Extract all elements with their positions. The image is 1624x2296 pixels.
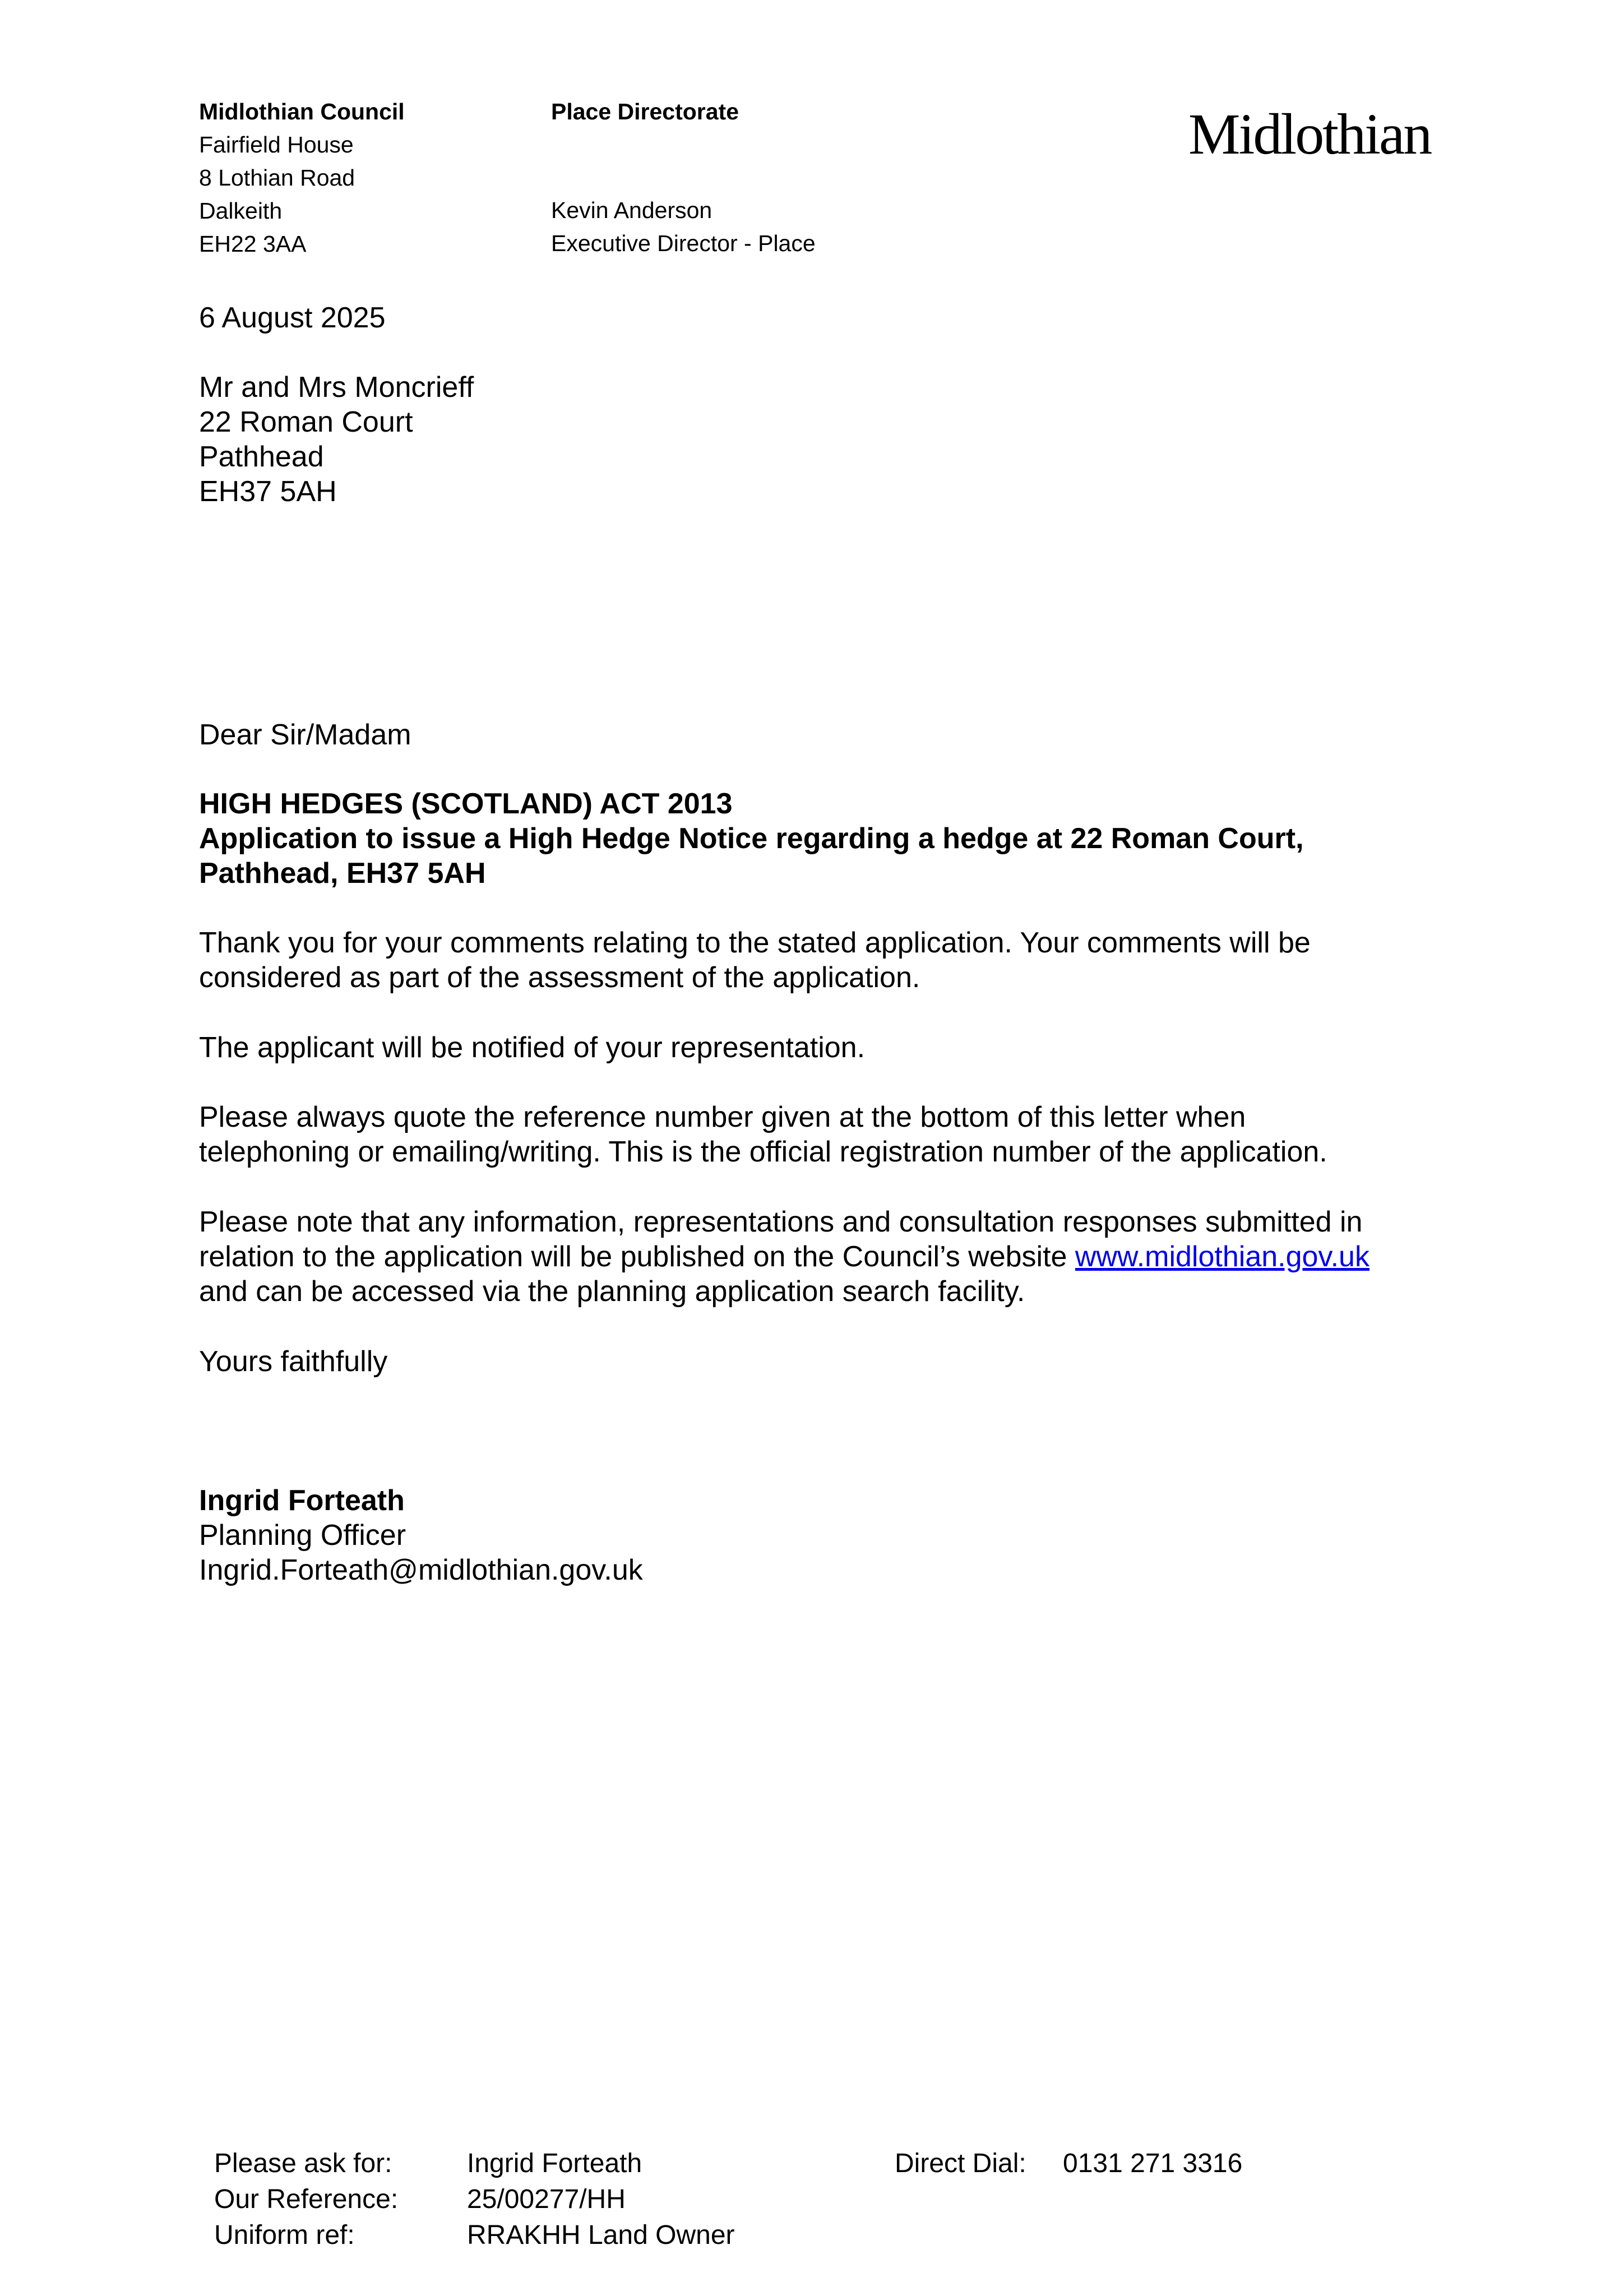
paragraph-line: telephoning or emailing/writing. This is the official registration number of the application.	[199, 1136, 1327, 1168]
footer-labels	[214, 2146, 398, 2253]
paragraph-notification: The applicant will be notified of your representation.	[199, 1031, 866, 1064]
council-address-line: EH22 3AA	[199, 231, 307, 257]
paragraph-line: considered as part of the assessment of the application.	[199, 961, 920, 994]
signatory-email: Ingrid.Forteath@midlothian.gov.uk	[199, 1554, 643, 1586]
subject-line: HIGH HEDGES (SCOTLAND) ACT 2013	[199, 788, 733, 820]
uniform-ref-value: RRAKHH Land Owner	[467, 2220, 735, 2250]
paragraph-reference	[199, 1100, 1327, 1169]
signatory-name: Ingrid Forteath	[199, 1484, 405, 1517]
director-title: Executive Director - Place	[551, 230, 816, 256]
paragraph-comments	[199, 925, 1311, 995]
council-address-line: Fairfield House	[199, 132, 354, 158]
recipient-line: Mr and Mrs Moncrieff	[199, 371, 474, 404]
council-address-line: 8 Lothian Road	[199, 165, 355, 191]
council-name: Midlothian Council	[199, 99, 405, 124]
salutation: Dear Sir/Madam	[199, 719, 411, 751]
letter-date: 6 August 2025	[199, 302, 386, 334]
paragraph-publication	[199, 1205, 1369, 1309]
council-address-block	[199, 95, 405, 261]
paragraph-line: Please note that any information, representations and consultation responses submitted in	[199, 1206, 1363, 1238]
footer-values	[467, 2146, 735, 2253]
recipient-line: Pathhead	[199, 441, 324, 473]
paragraph-line: Please always quote the reference number given at the bottom of this letter when	[199, 1101, 1246, 1133]
uniform-ref-label: Uniform ref:	[214, 2220, 355, 2250]
directorate-name: Place Directorate	[551, 99, 739, 124]
closing: Yours faithfully	[199, 1345, 388, 1378]
subject-heading	[199, 786, 1304, 891]
paragraph-line: and can be accessed via the planning application search facility.	[199, 1275, 1025, 1308]
recipient-address	[199, 370, 474, 509]
director-block	[551, 194, 816, 260]
subject-line: Application to issue a High Hedge Notice regarding a hedge at 22 Roman Court,	[199, 822, 1304, 855]
council-address-line: Dalkeith	[199, 198, 283, 224]
direct-dial-label: Direct Dial:	[895, 2149, 1026, 2178]
recipient-line: EH37 5AH	[199, 475, 337, 508]
ask-for-label: Please ask for:	[214, 2149, 392, 2178]
recipient-line: 22 Roman Court	[199, 406, 413, 438]
council-website-link[interactable]: www.midlothian.gov.uk	[1075, 1240, 1369, 1273]
midlothian-logo: Midlothian	[1188, 102, 1431, 166]
reference-value: 25/00277/HH	[467, 2184, 626, 2214]
paragraph-line	[199, 1239, 1369, 1274]
direct-dial-value: 0131 271 3316	[1063, 2149, 1243, 2178]
reference-label: Our Reference:	[214, 2184, 399, 2214]
ask-for-value: Ingrid Forteath	[467, 2149, 642, 2178]
paragraph-line-text: relation to the application will be published on the Council’s website	[199, 1240, 1075, 1273]
signatory-block	[199, 1483, 643, 1587]
subject-line: Pathhead, EH37 5AH	[199, 857, 486, 890]
director-name: Kevin Anderson	[551, 197, 712, 223]
paragraph-line: Thank you for your comments relating to the stated application. Your comments will be	[199, 927, 1311, 959]
signatory-title: Planning Officer	[199, 1519, 406, 1552]
